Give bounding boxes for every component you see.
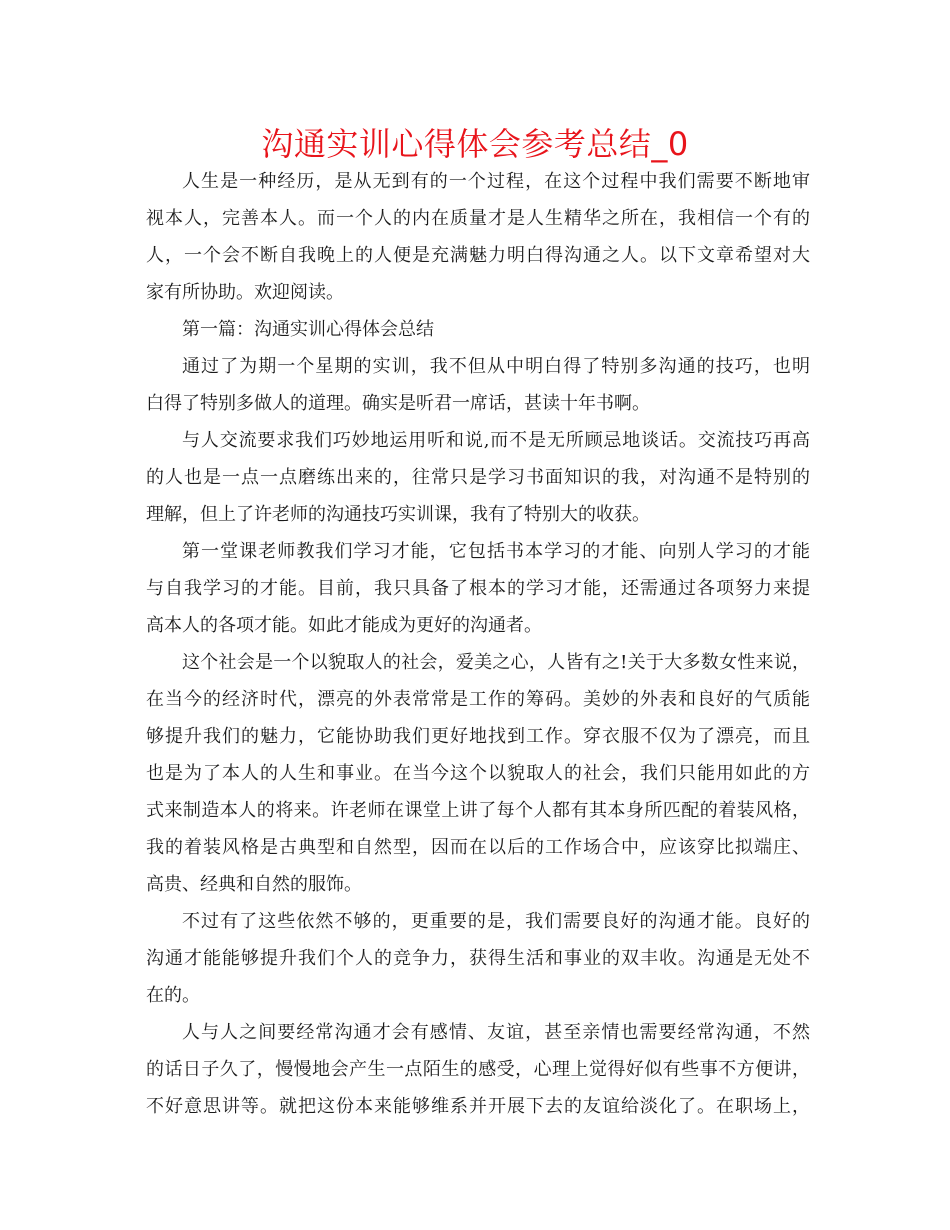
text-line: 与人交流要求我们巧妙地运用听和说,而不是无所顾忌地谈话。交流技巧再高 bbox=[182, 430, 810, 451]
text-line: 白得了特别多做人的道理。确实是听君一席话，甚读十年书啊。 bbox=[146, 393, 650, 414]
text-line: 与自我学习的才能。目前，我只具备了根本的学习才能，还需通过各项努力来提 bbox=[146, 578, 810, 599]
paragraph bbox=[146, 1014, 810, 1125]
text-line: 不过有了这些依然不够的，更重要的是，我们需要良好的沟通才能。良好的 bbox=[182, 911, 810, 932]
text-line: 不好意思讲等。就把这份本来能够维系并开展下去的友谊给淡化了。在职场上， bbox=[146, 1096, 810, 1117]
text-line: 家有所协助。欢迎阅读。 bbox=[146, 282, 344, 303]
text-line: 通过了为期一个星期的实训，我不但从中明白得了特别多沟通的技巧，也明 bbox=[182, 356, 810, 377]
paragraph-intro bbox=[146, 163, 810, 311]
paragraph bbox=[146, 348, 810, 422]
text-line: 沟通才能能够提升我们个人的竞争力，获得生活和事业的双丰收。沟通是无处不 bbox=[146, 948, 810, 969]
paragraph bbox=[146, 422, 810, 533]
paragraph bbox=[146, 903, 810, 1014]
text-line: 第一篇：沟通实训心得体会总结 bbox=[182, 319, 434, 340]
text-line: 够提升我们的魅力，它能协助我们更好地找到工作。穿衣服不仅为了漂亮，而且 bbox=[146, 726, 810, 747]
text-line: 式来制造本人的将来。许老师在课堂上讲了每个人都有其本身所匹配的着装风格， bbox=[146, 800, 810, 821]
text-line: 在的。 bbox=[146, 985, 200, 1006]
text-line: 理解，但上了许老师的沟通技巧实训课，我有了特别大的收获。 bbox=[146, 504, 650, 525]
text-line: 的人也是一点一点磨练出来的，往常只是学习书面知识的我，对沟通不是特别的 bbox=[146, 467, 810, 488]
document-title: 沟通实训心得体会参考总结_0 bbox=[261, 125, 689, 163]
text-line: 视本人，完善本人。而一个人的内在质量才是人生精华之所在，我相信一个有的 bbox=[146, 208, 810, 229]
document-body bbox=[146, 163, 810, 1125]
chapter-heading bbox=[146, 311, 810, 348]
text-line: 人，一个会不断自我晚上的人便是充满魅力明白得沟通之人。以下文章希望对大 bbox=[146, 245, 810, 266]
text-line: 我的着装风格是古典型和自然型，因而在以后的工作场合中，应该穿比拟端庄、 bbox=[146, 837, 810, 858]
text-line: 高本人的各项才能。如此才能成为更好的沟通者。 bbox=[146, 615, 542, 636]
paragraph bbox=[146, 533, 810, 644]
text-line: 在当今的经济时代，漂亮的外表常常是工作的筹码。美妙的外表和良好的气质能 bbox=[146, 689, 810, 710]
text-line: 这个社会是一个以貌取人的社会，爱美之心，人皆有之!关于大多数女性来说， bbox=[182, 652, 810, 673]
paragraph bbox=[146, 644, 810, 903]
text-line: 的话日子久了，慢慢地会产生一点陌生的感受，心理上觉得好似有些事不方便讲， bbox=[146, 1059, 810, 1080]
text-line: 人生是一种经历，是从无到有的一个过程，在这个过程中我们需要不断地审 bbox=[182, 171, 810, 192]
text-line: 第一堂课老师教我们学习才能，它包括书本学习的才能、向别人学习的才能 bbox=[182, 541, 810, 562]
text-line: 高贵、经典和自然的服饰。 bbox=[146, 874, 362, 895]
text-line: 人与人之间要经常沟通才会有感情、友谊，甚至亲情也需要经常沟通，不然 bbox=[182, 1022, 810, 1043]
text-line: 也是为了本人的人生和事业。在当今这个以貌取人的社会，我们只能用如此的方 bbox=[146, 763, 810, 784]
